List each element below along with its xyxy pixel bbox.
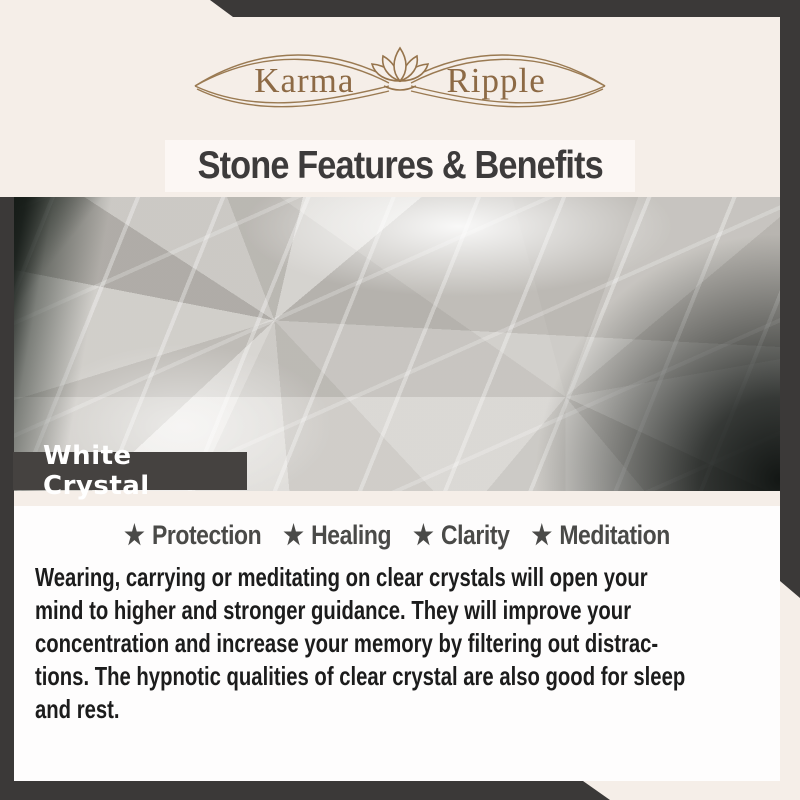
brand-name-right: Ripple <box>446 61 546 100</box>
feature-item-healing <box>283 520 391 551</box>
headline-box <box>165 140 635 192</box>
feature-label: Healing <box>311 520 392 550</box>
star-icon: ★ <box>413 520 434 550</box>
bottom-accent-bar <box>0 781 612 800</box>
benefits-paragraph <box>35 561 768 726</box>
paragraph-line: concentration and increase your memory by filtering out distrac- <box>35 628 659 658</box>
stone-name-badge: White Crystal <box>13 452 247 490</box>
brand-name-row <box>185 36 615 120</box>
star-icon: ★ <box>283 520 304 550</box>
feature-item-clarity <box>413 520 509 551</box>
brand-name-left: Karma <box>254 61 355 100</box>
paragraph-line: mind to higher and stronger guidance. They will improve your <box>35 595 632 625</box>
left-accent-bar <box>0 197 14 800</box>
feature-item-protection <box>124 520 261 551</box>
feature-label: Meditation <box>559 520 670 550</box>
feature-item-meditation <box>532 520 670 551</box>
paragraph-line: and rest. <box>35 694 120 724</box>
feature-label: Clarity <box>440 520 510 550</box>
star-icon: ★ <box>531 520 552 550</box>
features-row <box>71 520 722 551</box>
top-accent-bar <box>0 0 800 17</box>
content-panel <box>14 506 780 781</box>
headline-title: Stone Features & Benefits <box>197 144 603 187</box>
paragraph-line: Wearing, carrying or meditating on clear crystals will open your <box>35 562 648 592</box>
paragraph-line: tions. The hypnotic qualities of clear crystal are also good for sleep <box>35 661 686 691</box>
feature-label: Protection <box>151 520 262 550</box>
star-icon: ★ <box>124 520 145 550</box>
brand-logo <box>0 36 800 122</box>
